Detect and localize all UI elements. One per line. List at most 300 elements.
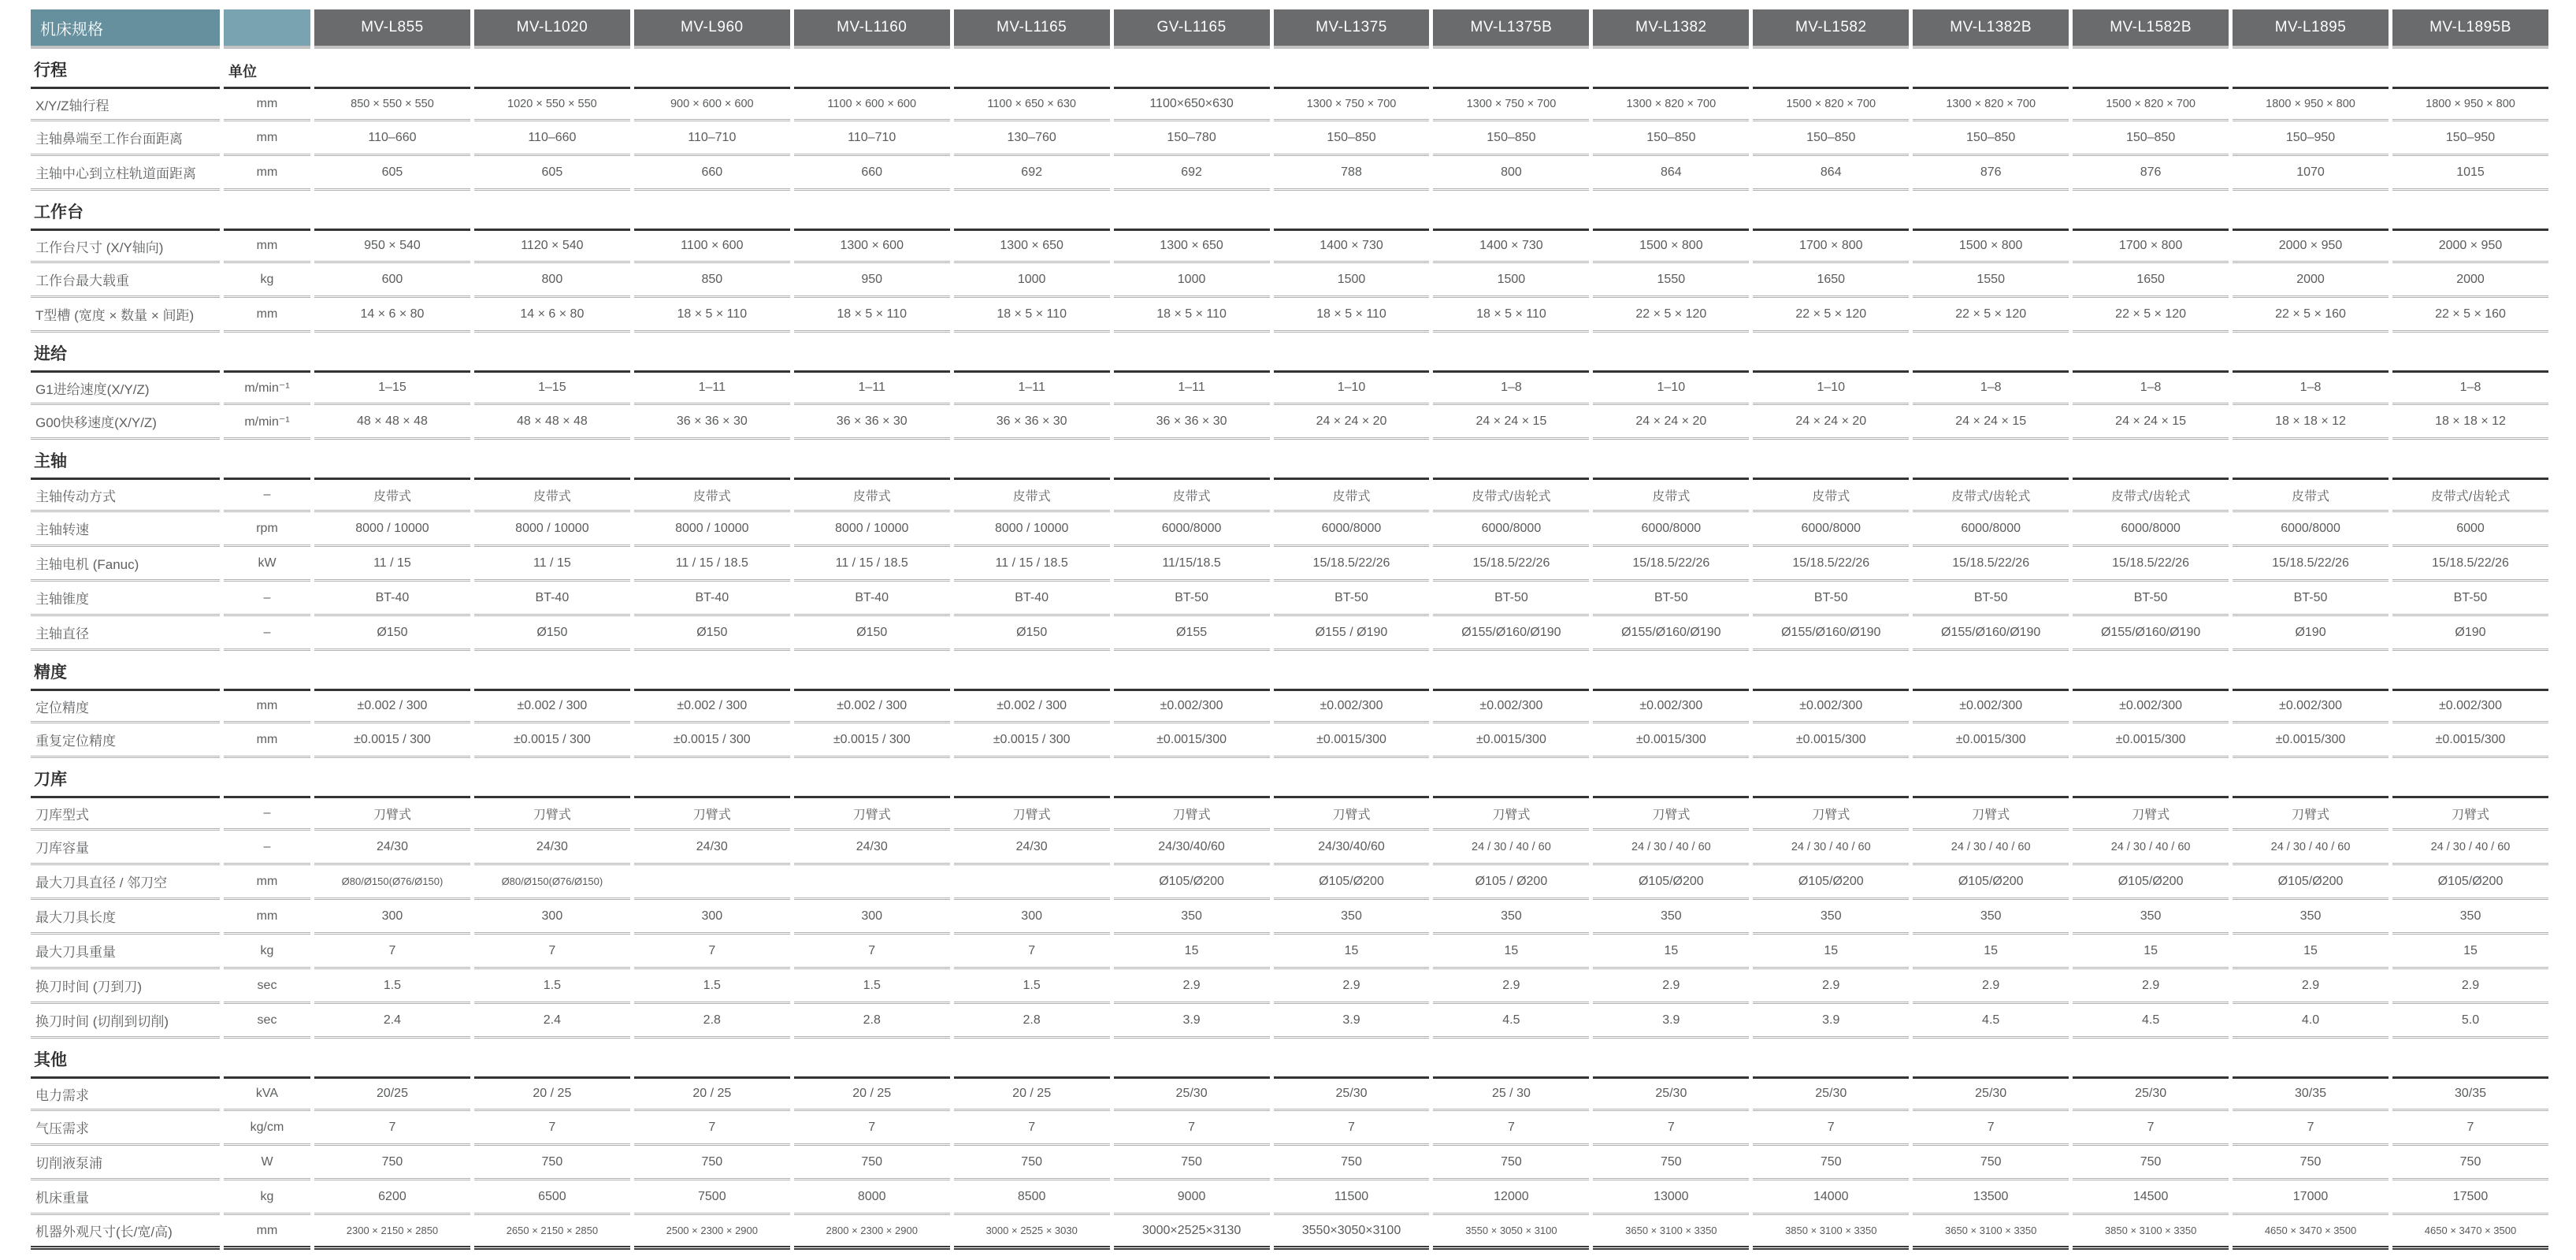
unit-column-header-cell	[224, 9, 310, 49]
spec-row	[31, 547, 2548, 582]
row-label: 最大刀具重量	[31, 935, 220, 969]
value-cell: 1300 × 650	[1114, 229, 1270, 263]
row-unit: rpm	[224, 512, 310, 547]
value-cell: 130–760	[954, 121, 1110, 156]
value-cell: 1400 × 730	[1274, 229, 1430, 263]
spec-row	[31, 229, 2548, 263]
value-cell: 8000 / 10000	[954, 512, 1110, 547]
row-unit: mm	[224, 865, 310, 900]
section-4	[31, 440, 2548, 651]
value-cell: 1700 × 800	[1753, 229, 1909, 263]
value-cell: ±0.0015/300	[2392, 723, 2548, 758]
value-cell: 750	[1593, 1146, 1749, 1180]
row-label: 电力需求	[31, 1076, 220, 1111]
value-cell: 15/18.5/22/26	[2233, 547, 2389, 582]
value-cell: 20/25	[314, 1076, 470, 1111]
value-cell: 150–850	[1753, 121, 1909, 156]
value-cell: 1800 × 950 × 800	[2233, 87, 2389, 121]
value-cell: 24 × 24 × 15	[1913, 405, 2069, 440]
value-cell: BT-50	[1593, 582, 1749, 616]
value-cell: 3.9	[1593, 1004, 1749, 1039]
value-cell: 3.9	[1753, 1004, 1909, 1039]
value-cell: 8000	[794, 1180, 950, 1215]
value-cell: 7	[2392, 1111, 2548, 1146]
value-cell: 24 × 24 × 20	[1753, 405, 1909, 440]
value-cell: 24/30	[314, 831, 470, 865]
value-cell: 750	[2073, 1146, 2229, 1180]
value-cell: 1–10	[1753, 370, 1909, 405]
model-header-MV-L1582B: MV-L1582B	[2073, 9, 2229, 49]
value-cell: 750	[634, 1146, 790, 1180]
value-cell: BT-40	[634, 582, 790, 616]
value-cell: 皮带式	[2233, 478, 2389, 512]
spec-row	[31, 1111, 2548, 1146]
value-cell: 刀臂式	[1913, 796, 2069, 831]
value-cell: 4650 × 3470 × 3500	[2233, 1215, 2389, 1250]
value-cell: 1500 × 800	[1913, 229, 2069, 263]
value-cell: 皮带式	[954, 478, 1110, 512]
value-cell: 皮带式/齿轮式	[1913, 478, 2069, 512]
value-cell: 350	[2233, 900, 2389, 935]
value-cell: 7	[474, 1111, 630, 1146]
value-cell: 3550×3050×3100	[1274, 1215, 1430, 1250]
value-cell: 2.9	[1114, 969, 1270, 1004]
value-cell: 605	[314, 156, 470, 191]
row-label: 主轴转速	[31, 512, 220, 547]
value-cell: 7	[634, 1111, 790, 1146]
value-cell: 18 × 5 × 110	[1274, 298, 1430, 333]
value-cell: 1500	[1433, 263, 1589, 298]
section-title-filler	[314, 1039, 2548, 1076]
value-cell: 6000	[2392, 512, 2548, 547]
value-cell: 850	[634, 263, 790, 298]
value-cell: BT-40	[314, 582, 470, 616]
value-cell: 1100 × 600	[634, 229, 790, 263]
value-cell: ±0.002 / 300	[474, 689, 630, 723]
value-cell: 750	[1913, 1146, 2069, 1180]
value-cell: 24 / 30 / 40 / 60	[2233, 831, 2389, 865]
value-cell: 7	[1593, 1111, 1749, 1146]
value-cell: 20 / 25	[794, 1076, 950, 1111]
row-label: T型槽 (宽度 × 数量 × 间距)	[31, 298, 220, 333]
value-cell: ±0.0015/300	[1753, 723, 1909, 758]
row-unit: m/min⁻¹	[224, 405, 310, 440]
row-unit: –	[224, 478, 310, 512]
value-cell: 11/15/18.5	[1114, 547, 1270, 582]
value-cell: ±0.002/300	[1913, 689, 2069, 723]
model-header-MV-L1582: MV-L1582	[1753, 9, 1909, 49]
value-cell: ±0.0015 / 300	[794, 723, 950, 758]
value-cell: 2.9	[2233, 969, 2389, 1004]
value-cell: 150–850	[1593, 121, 1749, 156]
value-cell: 13500	[1913, 1180, 2069, 1215]
value-cell: Ø80/Ø150(Ø76/Ø150)	[474, 865, 630, 900]
value-cell: 900 × 600 × 600	[634, 87, 790, 121]
spec-row	[31, 831, 2548, 865]
value-cell: ±0.002/300	[1753, 689, 1909, 723]
value-cell: 7	[954, 1111, 1110, 1146]
value-cell: Ø150	[634, 616, 790, 651]
value-cell: 1100 × 650 × 630	[954, 87, 1110, 121]
value-cell: 1650	[2073, 263, 2229, 298]
value-cell: 350	[2073, 900, 2229, 935]
model-header-MV-L1375B: MV-L1375B	[1433, 9, 1589, 49]
section-5	[31, 651, 2548, 758]
value-cell: ±0.002/300	[2233, 689, 2389, 723]
value-cell: 刀臂式	[1433, 796, 1589, 831]
value-cell: 2.8	[954, 1004, 1110, 1039]
value-cell: 3000×2525×3130	[1114, 1215, 1270, 1250]
spec-row	[31, 900, 2548, 935]
value-cell: Ø150	[314, 616, 470, 651]
row-label: 主轴传动方式	[31, 478, 220, 512]
value-cell: Ø155/Ø160/Ø190	[2073, 616, 2229, 651]
value-cell: 24 × 24 × 20	[1593, 405, 1749, 440]
value-cell: 3850 × 3100 × 3350	[2073, 1215, 2229, 1250]
value-cell: 14000	[1753, 1180, 1909, 1215]
value-cell: 7	[2073, 1111, 2229, 1146]
value-cell: 1–15	[474, 370, 630, 405]
value-cell: 876	[1913, 156, 2069, 191]
value-cell: 6000/8000	[1913, 512, 2069, 547]
section-3	[31, 333, 2548, 440]
value-cell: 150–850	[1433, 121, 1589, 156]
value-cell: 皮带式/齿轮式	[1433, 478, 1589, 512]
value-cell: ±0.002/300	[1114, 689, 1270, 723]
row-unit: kg/cm	[224, 1111, 310, 1146]
section-title-filler	[314, 440, 2548, 478]
value-cell: 7	[474, 935, 630, 969]
model-header-MV-L1895: MV-L1895	[2233, 9, 2389, 49]
row-unit: mm	[224, 156, 310, 191]
row-unit: –	[224, 831, 310, 865]
value-cell: 750	[1753, 1146, 1909, 1180]
value-cell: 11 / 15	[474, 547, 630, 582]
value-cell: 1070	[2233, 156, 2389, 191]
value-cell: 1020 × 550 × 550	[474, 87, 630, 121]
value-cell: 9000	[1114, 1180, 1270, 1215]
value-cell: 864	[1753, 156, 1909, 191]
section-title-filler	[314, 758, 2548, 796]
row-label: 主轴直径	[31, 616, 220, 651]
value-cell: BT-50	[1433, 582, 1589, 616]
value-cell: 24 / 30 / 40 / 60	[1593, 831, 1749, 865]
value-cell: 1015	[2392, 156, 2548, 191]
value-cell: 300	[634, 900, 790, 935]
value-cell: 18 × 5 × 110	[1433, 298, 1589, 333]
value-cell: 2.9	[2073, 969, 2229, 1004]
value-cell: 3.9	[1274, 1004, 1430, 1039]
section-title: 主轴	[34, 452, 67, 470]
value-cell: 1000	[954, 263, 1110, 298]
value-cell: 15/18.5/22/26	[1593, 547, 1749, 582]
value-cell: 22 × 5 × 120	[2073, 298, 2229, 333]
value-cell: 350	[1593, 900, 1749, 935]
value-cell: 850 × 550 × 550	[314, 87, 470, 121]
section-title-filler	[314, 191, 2548, 229]
value-cell: 3000 × 2525 × 3030	[954, 1215, 1110, 1250]
value-cell: Ø105/Ø200	[1274, 865, 1430, 900]
value-cell: ±0.0015 / 300	[954, 723, 1110, 758]
value-cell: Ø150	[954, 616, 1110, 651]
value-cell: 22 × 5 × 120	[1913, 298, 2069, 333]
section-title: 其他	[34, 1051, 67, 1069]
machine-spec-table	[27, 9, 2552, 1250]
value-cell: 皮带式	[634, 478, 790, 512]
value-cell: 刀臂式	[794, 796, 950, 831]
value-cell: 2.8	[634, 1004, 790, 1039]
value-cell: 7	[1433, 1111, 1589, 1146]
value-cell: 7	[314, 935, 470, 969]
row-unit: W	[224, 1146, 310, 1180]
value-cell: 22 × 5 × 120	[1593, 298, 1749, 333]
value-cell: 刀臂式	[634, 796, 790, 831]
value-cell: 8000 / 10000	[474, 512, 630, 547]
spec-row	[31, 478, 2548, 512]
value-cell: 110–660	[314, 121, 470, 156]
value-cell: 605	[474, 156, 630, 191]
row-label: 切削液泵浦	[31, 1146, 220, 1180]
value-cell: Ø155/Ø160/Ø190	[1593, 616, 1749, 651]
value-cell: 皮带式	[474, 478, 630, 512]
value-cell	[634, 865, 790, 900]
row-unit: kVA	[224, 1076, 310, 1111]
value-cell: 刀臂式	[1114, 796, 1270, 831]
value-cell: 1–8	[2392, 370, 2548, 405]
row-unit: mm	[224, 900, 310, 935]
row-unit: m/min⁻¹	[224, 370, 310, 405]
model-header	[31, 9, 2548, 49]
value-cell: 22 × 5 × 120	[1753, 298, 1909, 333]
value-cell: 2300 × 2150 × 2850	[314, 1215, 470, 1250]
value-cell: 12000	[1433, 1180, 1589, 1215]
value-cell: 350	[2392, 900, 2548, 935]
value-cell: 24/30/40/60	[1274, 831, 1430, 865]
value-cell: 3.9	[1114, 1004, 1270, 1039]
model-header-MV-L1020: MV-L1020	[474, 9, 630, 49]
value-cell: 2000 × 950	[2233, 229, 2389, 263]
value-cell: ±0.0015 / 300	[634, 723, 790, 758]
spec-row	[31, 87, 2548, 121]
value-cell: 15	[2233, 935, 2389, 969]
row-label: 工作台最大载重	[31, 263, 220, 298]
unit-column-label	[224, 1039, 310, 1076]
value-cell: 692	[954, 156, 1110, 191]
value-cell: 6000/8000	[1753, 512, 1909, 547]
value-cell: BT-50	[1114, 582, 1270, 616]
model-header-MV-L1165: MV-L1165	[954, 9, 1110, 49]
row-label: 最大刀具长度	[31, 900, 220, 935]
value-cell: 350	[1274, 900, 1430, 935]
value-cell: 18 × 5 × 110	[954, 298, 1110, 333]
value-cell: 7	[634, 935, 790, 969]
value-cell: ±0.0015/300	[1593, 723, 1749, 758]
value-cell: 800	[474, 263, 630, 298]
value-cell: 750	[1274, 1146, 1430, 1180]
row-unit: –	[224, 582, 310, 616]
value-cell: 800	[1433, 156, 1589, 191]
spec-row	[31, 796, 2548, 831]
section-title: 精度	[34, 663, 67, 682]
value-cell: ±0.002 / 300	[954, 689, 1110, 723]
value-cell: 1–10	[1593, 370, 1749, 405]
value-cell: 1–15	[314, 370, 470, 405]
value-cell: 刀臂式	[1593, 796, 1749, 831]
spec-row	[31, 512, 2548, 547]
value-cell: 1550	[1913, 263, 2069, 298]
value-cell: 皮带式	[794, 478, 950, 512]
row-label: 主轴电机 (Fanuc)	[31, 547, 220, 582]
value-cell: 1.5	[634, 969, 790, 1004]
value-cell: 1300 × 750 × 700	[1433, 87, 1589, 121]
row-unit: mm	[224, 723, 310, 758]
value-cell: 1–11	[634, 370, 790, 405]
value-cell: 150–780	[1114, 121, 1270, 156]
value-cell: 25/30	[1114, 1076, 1270, 1111]
unit-column-label	[224, 651, 310, 689]
value-cell: ±0.002/300	[1593, 689, 1749, 723]
value-cell: 950	[794, 263, 950, 298]
value-cell: 150–950	[2392, 121, 2548, 156]
row-label: 机器外观尺寸(长/宽/高)	[31, 1215, 220, 1250]
value-cell: 1–11	[1114, 370, 1270, 405]
value-cell: 20 / 25	[634, 1076, 790, 1111]
spec-row	[31, 1146, 2548, 1180]
value-cell: 6000/8000	[1593, 512, 1749, 547]
value-cell: ±0.0015/300	[1433, 723, 1589, 758]
value-cell: 788	[1274, 156, 1430, 191]
value-cell: 1–8	[1433, 370, 1589, 405]
value-cell: 24/30	[794, 831, 950, 865]
value-cell: 6000/8000	[1433, 512, 1589, 547]
section-title-row	[31, 333, 2548, 370]
value-cell: 750	[314, 1146, 470, 1180]
value-cell: BT-40	[954, 582, 1110, 616]
row-unit: –	[224, 616, 310, 651]
value-cell: 刀臂式	[954, 796, 1110, 831]
section-title-row	[31, 1039, 2548, 1076]
value-cell: 7	[1913, 1111, 2069, 1146]
row-unit: kW	[224, 547, 310, 582]
value-cell: 300	[474, 900, 630, 935]
value-cell: 1100×650×630	[1114, 87, 1270, 121]
row-label: 工作台尺寸 (X/Y轴向)	[31, 229, 220, 263]
value-cell: 3550 × 3050 × 3100	[1433, 1215, 1589, 1250]
value-cell: 皮带式	[1274, 478, 1430, 512]
value-cell: 25/30	[2073, 1076, 2229, 1111]
section-title: 工作台	[34, 203, 84, 221]
value-cell: 2.4	[474, 1004, 630, 1039]
value-cell: 17000	[2233, 1180, 2389, 1215]
value-cell: 15/18.5/22/26	[1913, 547, 2069, 582]
section-title-row	[31, 440, 2548, 478]
value-cell: ±0.002/300	[2392, 689, 2548, 723]
value-cell: 24 × 24 × 15	[1433, 405, 1589, 440]
value-cell	[954, 865, 1110, 900]
value-cell: Ø105/Ø200	[1114, 865, 1270, 900]
value-cell: 1500 × 820 × 700	[2073, 87, 2229, 121]
value-cell: 6200	[314, 1180, 470, 1215]
value-cell: 110–660	[474, 121, 630, 156]
section-1	[31, 49, 2548, 191]
value-cell: 15	[1913, 935, 2069, 969]
value-cell: 15/18.5/22/26	[2073, 547, 2229, 582]
row-label: 重复定位精度	[31, 723, 220, 758]
value-cell: 7	[1274, 1111, 1430, 1146]
model-header-MV-L1382: MV-L1382	[1593, 9, 1749, 49]
value-cell: 24/30	[474, 831, 630, 865]
value-cell: 1700 × 800	[2073, 229, 2229, 263]
value-cell: 150–950	[2233, 121, 2389, 156]
value-cell: 36 × 36 × 30	[794, 405, 950, 440]
value-cell: ±0.0015/300	[2073, 723, 2229, 758]
spec-row	[31, 723, 2548, 758]
value-cell: ±0.0015 / 300	[314, 723, 470, 758]
value-cell: 110–710	[794, 121, 950, 156]
value-cell: 1–8	[1913, 370, 2069, 405]
value-cell: Ø155 / Ø190	[1274, 616, 1430, 651]
value-cell: 25/30	[1913, 1076, 2069, 1111]
value-cell: ±0.002/300	[1274, 689, 1430, 723]
value-cell: 皮带式	[1114, 478, 1270, 512]
value-cell: 48 × 48 × 48	[314, 405, 470, 440]
value-cell: 300	[794, 900, 950, 935]
value-cell: ±0.002/300	[1433, 689, 1589, 723]
value-cell: 750	[1433, 1146, 1589, 1180]
section-6	[31, 758, 2548, 1039]
value-cell: 1550	[1593, 263, 1749, 298]
spec-row	[31, 405, 2548, 440]
value-cell: 660	[634, 156, 790, 191]
value-cell: 2.9	[2392, 969, 2548, 1004]
section-title-filler	[314, 651, 2548, 689]
value-cell: ±0.002 / 300	[794, 689, 950, 723]
row-label: 主轴锥度	[31, 582, 220, 616]
value-cell: 864	[1593, 156, 1749, 191]
value-cell: 1300 × 820 × 700	[1593, 87, 1749, 121]
row-label: 换刀时间 (刀到刀)	[31, 969, 220, 1004]
value-cell: 8500	[954, 1180, 1110, 1215]
value-cell: 2.9	[1913, 969, 2069, 1004]
value-cell: Ø150	[474, 616, 630, 651]
value-cell: 1300 × 750 × 700	[1274, 87, 1430, 121]
value-cell: Ø155	[1114, 616, 1270, 651]
value-cell: 7	[314, 1111, 470, 1146]
value-cell: 6000/8000	[2073, 512, 2229, 547]
value-cell: 2.9	[1433, 969, 1589, 1004]
model-header-MV-L1895B: MV-L1895B	[2392, 9, 2548, 49]
value-cell: 15	[1114, 935, 1270, 969]
value-cell: 3650 × 3100 × 3350	[1593, 1215, 1749, 1250]
model-header-MV-L960: MV-L960	[634, 9, 790, 49]
value-cell: 350	[1753, 900, 1909, 935]
value-cell: Ø155/Ø160/Ø190	[1753, 616, 1909, 651]
value-cell: 15	[1433, 935, 1589, 969]
value-cell: 15	[2073, 935, 2229, 969]
row-label: G1进给速度(X/Y/Z)	[31, 370, 220, 405]
value-cell: 1800 × 950 × 800	[2392, 87, 2548, 121]
value-cell: ±0.0015/300	[1913, 723, 2069, 758]
value-cell: 1100 × 600 × 600	[794, 87, 950, 121]
value-cell: 18 × 5 × 110	[634, 298, 790, 333]
value-cell: 14500	[2073, 1180, 2229, 1215]
section-title: 进给	[34, 345, 67, 363]
value-cell: Ø105/Ø200	[2233, 865, 2389, 900]
value-cell: 150–850	[1274, 121, 1430, 156]
value-cell: 1.5	[794, 969, 950, 1004]
value-cell: 1300 × 650	[954, 229, 1110, 263]
value-cell: 1–11	[954, 370, 1110, 405]
